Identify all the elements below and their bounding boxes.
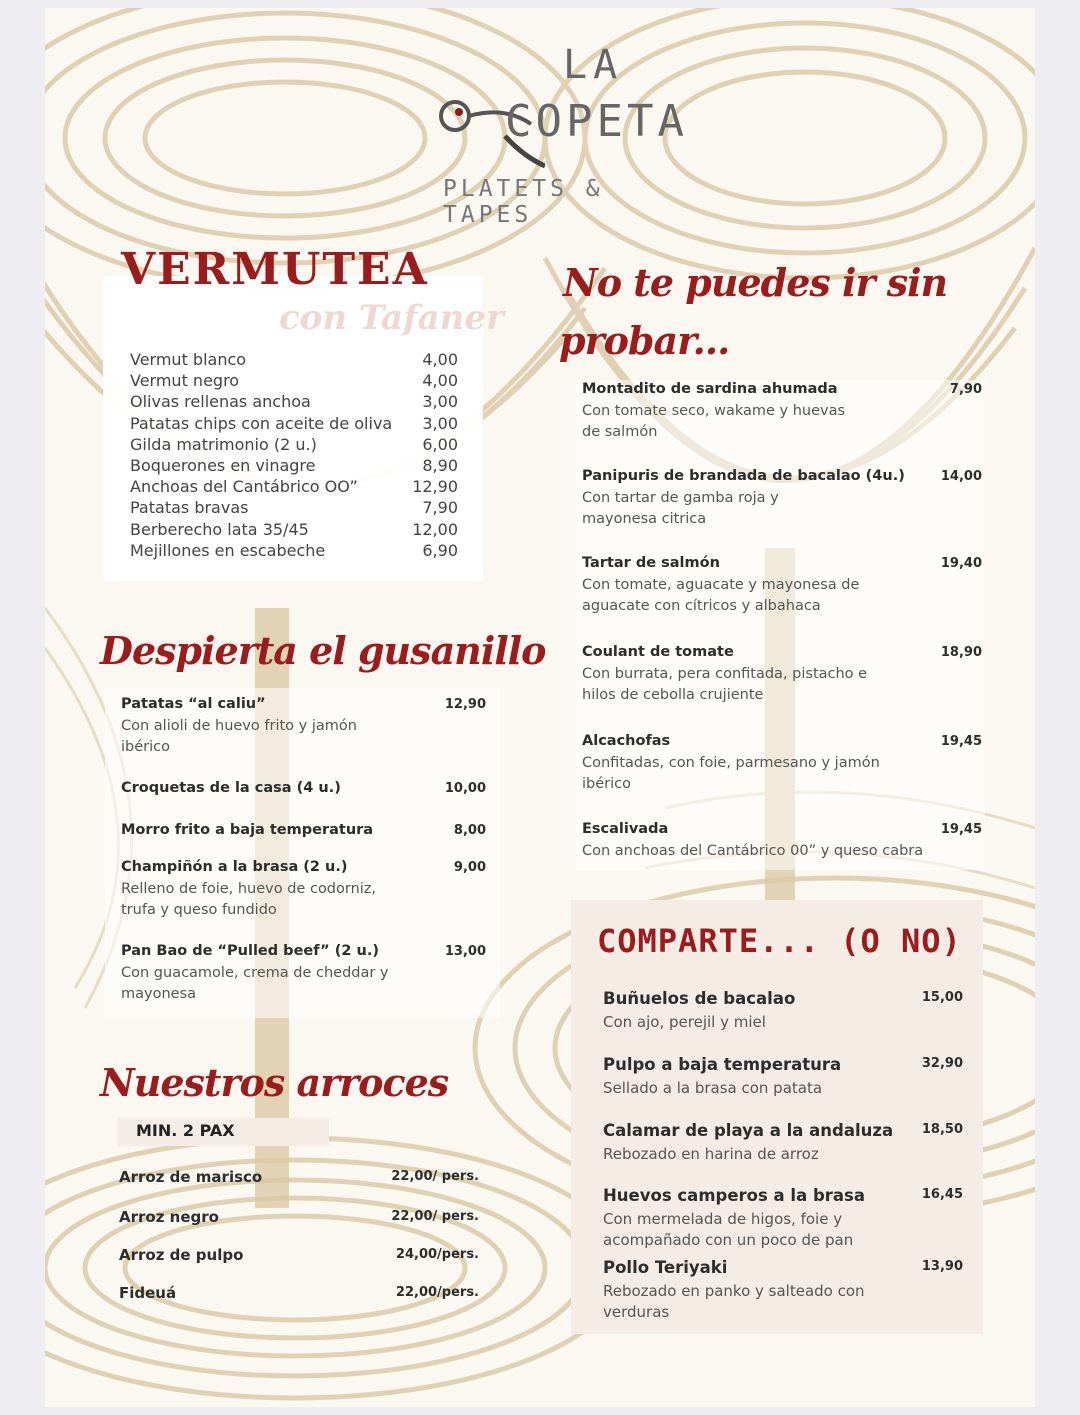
logo-line1: LA — [563, 42, 624, 88]
probar-item-name: Coulant de tomate — [582, 644, 734, 660]
comparte-item-desc: Rebozado en panko y salteado con — [603, 1282, 865, 1300]
arroces-item-name: Arroz negro — [119, 1208, 219, 1226]
vermutea-item-name: Patatas chips con aceite de oliva — [130, 413, 393, 433]
vermutea-row — [130, 519, 458, 540]
vermutea-item-price: 8,90 — [422, 455, 458, 475]
comparte-item-desc: Con ajo, perejil y miel — [603, 1013, 766, 1031]
comparte-item-price: 13,90 — [921, 1259, 963, 1274]
comparte-item — [603, 1055, 963, 1099]
comparte-item — [603, 989, 963, 1033]
probar-item-desc: Con tomate, aguacate y mayonesa de — [582, 577, 860, 593]
probar-item-name: Panipuris de brandada de bacalao (4u.) — [582, 468, 905, 484]
comparte-item-price: 15,00 — [921, 990, 963, 1005]
vermutea-item-price: 7,90 — [422, 498, 458, 518]
vermutea-row — [130, 434, 458, 455]
despierta-item-name: Croquetas de la casa (4 u.) — [121, 780, 341, 796]
vermutea-item-name: Mejillones en escabeche — [130, 540, 326, 560]
despierta-item-name: Pan Bao de “Pulled beef” (2 u.) — [121, 943, 379, 959]
arroces-item-price: 22,00/ pers. — [391, 1169, 479, 1184]
vermutea-item-price: 4,00 — [422, 371, 458, 391]
despierta-item-name: Patatas “al caliu” — [121, 696, 266, 712]
probar-panel — [575, 380, 985, 870]
probar-title-line2: probar... — [559, 318, 730, 363]
vermutea-item-price: 6,00 — [422, 434, 458, 454]
comparte-item-name: Huevos camperos a la brasa — [603, 1186, 866, 1205]
menu-page — [45, 8, 1035, 1407]
arroces-item-name: Arroz de pulpo — [119, 1246, 244, 1264]
probar-item-price: 18,90 — [940, 645, 982, 660]
comparte-item-name: Pollo Teriyaki — [603, 1258, 728, 1277]
comparte-item-price: 32,90 — [921, 1056, 963, 1071]
probar-title-line1: No te puedes ir sin — [563, 260, 948, 305]
arroces-item-name: Fideuá — [119, 1284, 177, 1302]
probar-item-desc: Con anchoas del Cantábrico 00” y queso cabra — [582, 843, 924, 859]
probar-item-price: 14,00 — [940, 469, 982, 484]
despierta-item — [121, 943, 486, 1005]
vermutea-row — [130, 370, 458, 391]
probar-item-desc: hilos de cebolla crujiente — [582, 687, 764, 703]
comparte-item-desc: Sellado a la brasa con patata — [603, 1079, 823, 1097]
probar-item-price: 19,45 — [940, 822, 982, 837]
vermutea-row — [130, 540, 458, 561]
despierta-item-price: 10,00 — [444, 781, 486, 796]
vermutea-item-price: 6,90 — [422, 540, 458, 560]
probar-item-desc: Con burrata, pera confitada, pistacho e — [582, 666, 868, 682]
vermutea-item-price: 4,00 — [422, 350, 458, 369]
comparte-item-desc: Rebozado en harina de arroz — [603, 1145, 819, 1163]
probar-item-name: Alcachofas — [582, 733, 671, 749]
despierta-item-desc: mayonesa — [121, 986, 197, 1002]
vermutea-item-name: Olivas rellenas anchoa — [130, 392, 311, 412]
probar-item-desc: de salmón — [582, 424, 658, 440]
vermutea-title: VERMUTEA — [121, 244, 429, 295]
despierta-item — [121, 859, 486, 921]
probar-item-price: 19,40 — [940, 556, 982, 571]
probar-item-desc: Confitadas, con foie, parmesano y jamón — [582, 755, 880, 771]
probar-item — [582, 733, 982, 795]
despierta-item-name: Champiñón a la brasa (2 u.) — [121, 859, 348, 875]
probar-item-price: 19,45 — [940, 734, 982, 749]
vermutea-subtitle: con Tafaner — [279, 298, 504, 338]
arroces-item-name: Arroz de marisco — [119, 1168, 263, 1186]
vermutea-item-price: 12,00 — [412, 519, 458, 539]
despierta-item-price: 13,00 — [444, 944, 486, 959]
comparte-item-desc: verduras — [603, 1303, 670, 1321]
vermutea-row — [130, 391, 458, 412]
probar-item — [582, 468, 982, 530]
probar-item — [582, 381, 982, 443]
comparte-item-name: Buñuelos de bacalao — [603, 989, 796, 1008]
arroces-item — [119, 1168, 479, 1186]
min-pax-label: MIN. 2 PAX — [136, 1121, 235, 1140]
despierta-item — [121, 696, 486, 758]
probar-item — [582, 555, 982, 617]
arroces-item-price: 22,00/ pers. — [391, 1209, 479, 1224]
probar-item-desc: mayonesa citrica — [582, 511, 707, 527]
comparte-item-desc: Con mermelada de higos, foie y — [603, 1210, 843, 1228]
despierta-item — [121, 822, 486, 838]
comparte-item-desc: acompañado con un poco de pan — [603, 1231, 854, 1249]
vermutea-item-price: 3,00 — [422, 392, 458, 412]
comparte-item — [603, 1121, 963, 1165]
vermutea-row — [130, 349, 458, 370]
arroces-item — [119, 1246, 479, 1264]
probar-item-desc: Con tartar de gamba roja y — [582, 490, 779, 506]
logo — [435, 26, 688, 228]
vermutea-item-name: Gilda matrimonio (2 u.) — [130, 434, 317, 454]
logo-subtitle: PLATETS & TAPES — [443, 176, 604, 228]
despierta-item-name: Morro frito a baja temperatura — [121, 822, 374, 838]
vermutea-item-name: Boquerones en vinagre — [130, 455, 316, 475]
comparte-item — [603, 1258, 963, 1323]
probar-item-desc: ibérico — [582, 776, 631, 792]
arroces-item-price: 22,00/pers. — [395, 1285, 479, 1300]
comparte-item — [603, 1186, 963, 1251]
min-pax-badge — [117, 1118, 329, 1146]
arroces-title: Nuestros arroces — [100, 1060, 449, 1105]
arroces-item — [119, 1208, 479, 1226]
logo-line2: COPETA — [505, 96, 688, 147]
vermutea-item-price: 12,90 — [412, 477, 458, 497]
probar-item-name: Tartar de salmón — [582, 555, 720, 571]
comparte-item-name: Pulpo a baja temperatura — [603, 1055, 842, 1074]
despierta-item-desc: ibérico — [121, 739, 170, 755]
vermutea-item-price: 3,00 — [422, 413, 458, 433]
vermutea-item-name: Anchoas del Cantábrico OO” — [130, 477, 358, 497]
vermutea-item-name: Vermut negro — [130, 371, 240, 391]
probar-item-desc: aguacate con cítricos y albahaca — [582, 598, 821, 614]
probar-item-name: Montadito de sardina ahumada — [582, 381, 838, 397]
comparte-item-name: Calamar de playa a la andaluza — [603, 1121, 894, 1140]
despierta-item-desc: Con alioli de huevo frito y jamón — [121, 718, 357, 734]
despierta-item-desc: Relleno de foie, huevo de codorniz, — [121, 881, 377, 897]
despierta-item-price: 8,00 — [453, 823, 486, 838]
probar-item-desc: Con tomate seco, wakame y huevas — [582, 403, 846, 419]
vermutea-list — [130, 349, 458, 561]
arroces-item — [119, 1284, 479, 1302]
vermutea-row — [130, 455, 458, 476]
comparte-title: COMPARTE... (O NO) — [597, 922, 962, 960]
despierta-item — [121, 780, 486, 796]
comparte-item-price: 18,50 — [921, 1122, 963, 1137]
vermutea-row — [130, 497, 458, 518]
despierta-item-price: 12,90 — [444, 697, 486, 712]
probar-item — [582, 644, 982, 706]
despierta-title: Despierta el gusanillo — [100, 628, 546, 673]
vermutea-item-name: Vermut blanco — [130, 350, 247, 369]
despierta-item-desc: Con guacamole, crema de cheddar y — [121, 965, 389, 981]
probar-item-price: 7,90 — [949, 382, 982, 397]
despierta-item-desc: trufa y queso fundido — [121, 902, 277, 918]
despierta-item-price: 9,00 — [453, 860, 486, 875]
probar-item-name: Escalivada — [582, 821, 669, 837]
vermutea-row — [130, 413, 458, 434]
probar-item — [582, 821, 982, 862]
comparte-item-price: 16,45 — [921, 1187, 963, 1202]
vermutea-item-name: Patatas bravas — [130, 498, 249, 518]
vermutea-row — [130, 476, 458, 497]
arroces-item-price: 24,00/pers. — [395, 1247, 479, 1262]
vermutea-item-name: Berberecho lata 35/45 — [130, 519, 309, 539]
